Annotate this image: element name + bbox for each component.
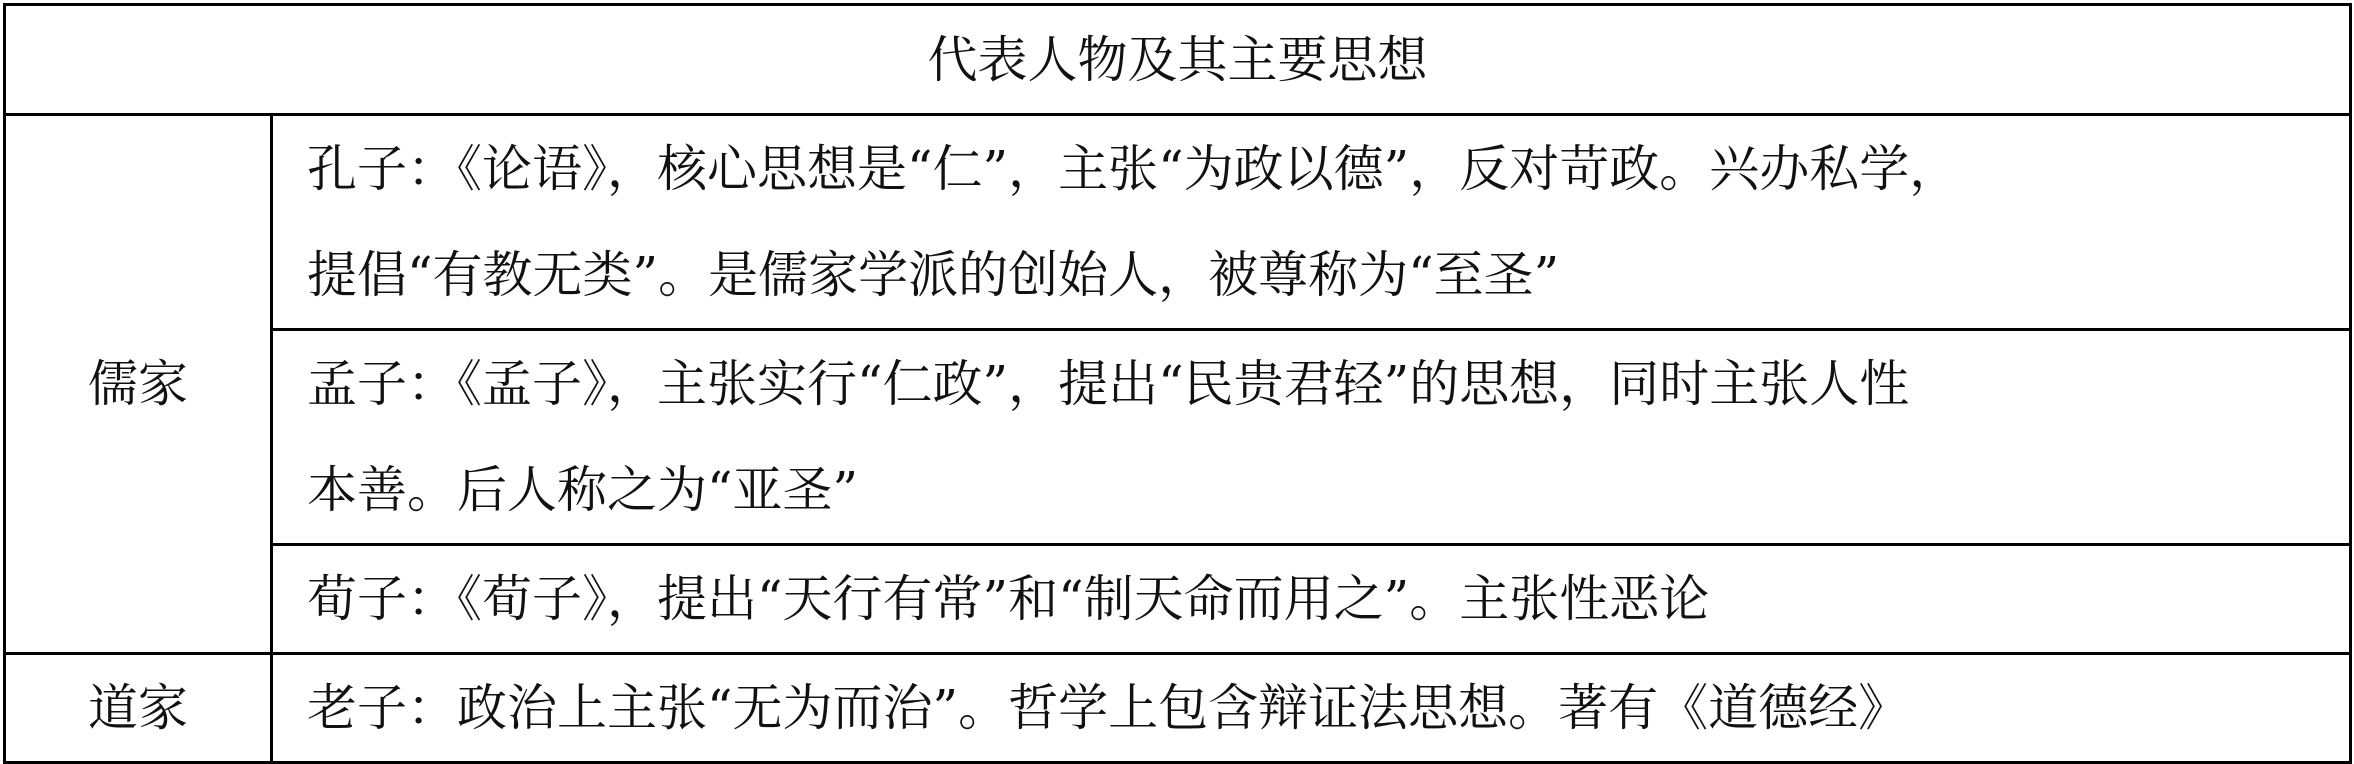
thinker-description-xunzi (272, 545, 2351, 654)
table-row-kongzi (5, 115, 2351, 330)
table-row-mengzi (5, 330, 2351, 545)
table-header-row (5, 5, 2351, 115)
thinker-description-kongzi (272, 115, 2351, 330)
description-line: 孔子：《论语》，核心思想是“仁”，主张“为政以德”，反对苛政。兴办私学， (307, 140, 1960, 198)
description-line: 提倡“有教无类”。是儒家学派的创始人，被尊称为“至圣” (307, 246, 1560, 304)
description-line: 本善。后人称之为“亚圣” (307, 461, 859, 519)
description-line: 荀子：《荀子》，提出“天行有常”和“制天命而用之”。主张性恶论 (307, 570, 1710, 628)
thinker-description-laozi (272, 654, 2351, 763)
table-row-laozi (5, 654, 2351, 763)
thinkers-table (3, 3, 2352, 764)
school-name-confucian: 儒家 (5, 115, 272, 654)
table-row-xunzi (5, 545, 2351, 654)
description-line: 孟子：《孟子》，主张实行“仁政”，提出“民贵君轻”的思想，同时主张人性 (307, 355, 1910, 413)
description-line: 老子：政治上主张“无为而治”。哲学上包含辩证法思想。著有《道德经》 (307, 679, 1909, 737)
school-name-daoist: 道家 (5, 654, 272, 763)
table-title: 代表人物及其主要思想 (5, 5, 2351, 115)
thinker-description-mengzi (272, 330, 2351, 545)
